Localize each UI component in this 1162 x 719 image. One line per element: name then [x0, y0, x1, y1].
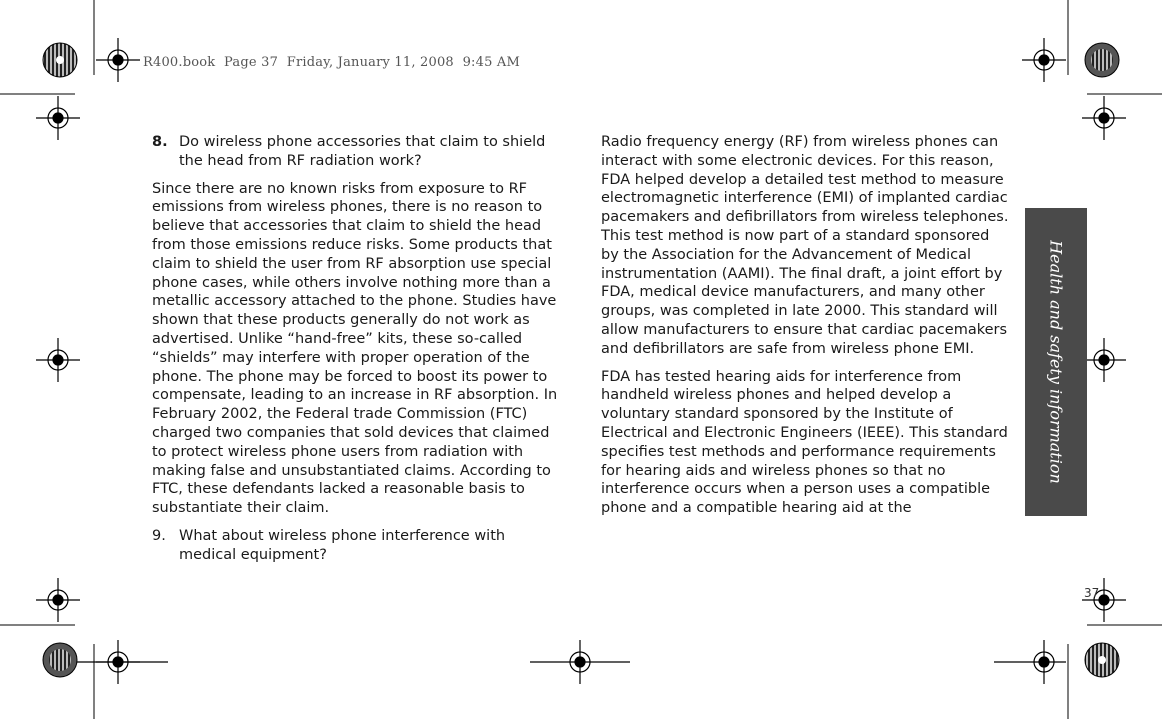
question-number: 8. [152, 134, 168, 150]
section-side-tab [1025, 208, 1087, 516]
book-header-slug: R400.book Page 37 Friday, January 11, 2008 9:45 AM [143, 55, 520, 70]
left-column [152, 133, 560, 574]
question-9 [152, 527, 560, 565]
answer-paragraph: Since there are no known risks from exposure to RF emissions from wireless phones, there is no reason to believe that accessories that claim to shield the head from those emissions reduce risks. Some products that claim to shield the user from RF absorption use special phone cases, while others involve nothing more than a metallic accessory attached to the phone. Studies have shown that these products generally do not work as advertised. Unlike “hand-free” kits, these so-called “shields” may interfere with proper operation of the phone. The phone may be forced to boost its power to compensate, leading to an increase in RF absorption. In February 2002, the Federal trade Commission (FTC) charged two companies that sold devices that claimed to protect wireless phone users from radiation with making false and unsubstantiated claims. According to FTC, these defendants lacked a reasonable basis to substantiate their claim. [152, 180, 558, 517]
body-paragraph: FDA has tested hearing aids for interference from handheld wireless phones and helped develop a voluntary standard sponsored by the Institute of Electrical and Electronic Engineers (IEEE). This standard specifies test methods and performance requirements for hearing aids and wireless phones so that no interference occurs when a person uses a compatible phone and a compatible hearing aid at the [601, 368, 1008, 517]
question-text: What about wireless phone interference with medical equipment? [179, 527, 506, 563]
question-number: 9. [152, 527, 166, 544]
section-tab-label: Health and safety information [1046, 240, 1066, 484]
right-column [601, 133, 1009, 527]
question-8 [152, 133, 560, 171]
question-text: Do wireless phone accessories that claim to shield the head from RF radiation work? [179, 134, 546, 169]
page-number: 37 [1084, 586, 1100, 600]
body-paragraph: Radio frequency energy (RF) from wireless phones can interact with some electronic devices. For this reason, FDA helped develop a detailed test method to measure electromagnetic interference (EMI) of implanted cardiac pacemakers and defibrillators from wireless telephones. This test method is now part of a standard sponsored by the Association for the Advancement of Medical instrumentation (AAMI). The final draft, a joint effort by FDA, medical device manufacturers, and many other groups, was completed in late 2000. This standard will allow manufacturers to ensure that cardiac pacemakers and defibrillators are safe from wireless phone EMI. [601, 134, 1009, 357]
